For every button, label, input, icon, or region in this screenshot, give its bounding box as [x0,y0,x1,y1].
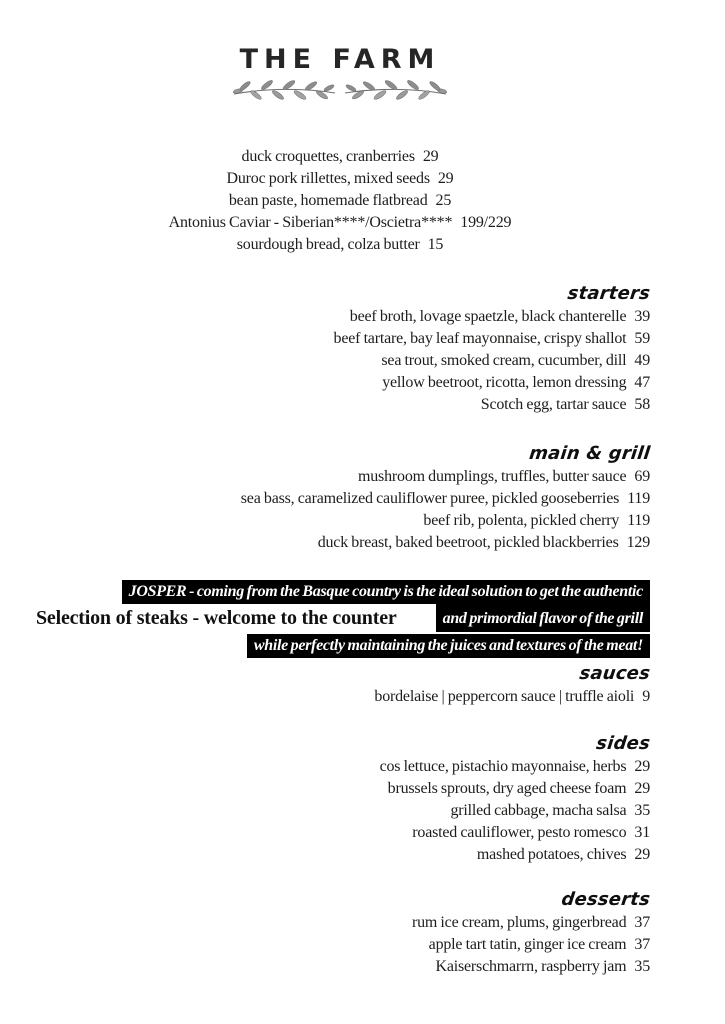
menu-item [30,934,650,956]
menu-item [30,510,650,532]
restaurant-logo-title: THE FARM [239,44,441,75]
menu-item [30,328,650,350]
menu-item [30,532,650,554]
item-price: 29 [422,148,439,165]
item-name: beef rib, polenta, pickled cherry [423,512,620,529]
item-price: 59 [634,330,650,347]
menu-item [30,800,650,822]
banner-highlight-text-2: and primordial flavor of the grill [436,604,650,632]
menu-item [30,168,650,190]
item-name: cos lettuce, pistachio mayonnaise, herbs [379,758,627,775]
item-price: 35 [634,958,650,975]
item-name: rum ice cream, plums, gingerbread [411,914,627,931]
menu-item [30,234,650,256]
item-name: Kaiserschmarrn, raspberry jam [435,958,627,975]
item-price: 31 [634,824,650,841]
starters-items-list [30,306,650,416]
menu-item [30,912,650,934]
item-name: duck croquettes, cranberries [241,148,415,165]
menu-content [30,0,650,978]
item-price: 199/229 [460,214,512,231]
menu-item [30,778,650,800]
item-name: grilled cabbage, macha salsa [450,802,627,819]
menu-item [30,212,650,234]
menu-item [30,466,650,488]
banner-line-2 [30,604,650,632]
section-header-starters: starters [566,283,652,304]
menu-item [30,306,650,328]
item-price: 9 [642,688,650,705]
menu-item [30,146,650,168]
sauces-items-list [30,686,650,708]
banner-line-3 [30,634,650,658]
item-name: bordelaise | peppercorn sauce | truffle aioli [374,688,635,705]
section-header-sides: sides [595,733,652,754]
item-price: 119 [627,490,650,507]
item-name: mashed potatoes, chives [476,846,627,863]
josper-steak-banner [30,580,650,658]
item-name: apple tart tatin, ginger ice cream [428,936,627,953]
item-price: 129 [626,534,650,551]
menu-section-starters [30,282,650,416]
menu-item [30,822,650,844]
item-name: sourdough bread, colza butter [236,236,420,253]
menu-item [30,372,650,394]
item-price: 35 [634,802,650,819]
section-header-desserts: desserts [560,889,652,910]
banner-highlight-text-1: JOSPER - coming from the Basque country is the ideal solution to get the authentic [122,580,650,604]
banner-line-1 [30,580,650,604]
item-price: 29 [634,846,650,863]
item-price: 15 [427,236,444,253]
desserts-items-list [30,912,650,978]
item-name: duck breast, baked beetroot, pickled blackberries [317,534,619,551]
menu-section-desserts [30,888,650,978]
item-name: brussels sprouts, dry aged cheese foam [387,780,627,797]
main-grill-items-list [30,466,650,554]
item-name: beef broth, lovage spaetzle, black chanterelle [349,308,627,325]
menu-item [30,956,650,978]
item-price: 29 [634,758,650,775]
item-name: bean paste, homemade flatbread [228,192,428,209]
item-name: sea bass, caramelized cauliflower puree, pickled gooseberries [240,490,620,507]
section-header-sauces: sauces [578,663,652,684]
item-price: 37 [634,914,650,931]
item-name: Antonius Caviar - Siberian****/Oscietra**** [168,214,453,231]
item-name: Duroc pork rillettes, mixed seeds [226,170,430,187]
item-price: 29 [437,170,454,187]
item-name: yellow beetroot, ricotta, lemon dressing [382,374,627,391]
item-price: 49 [634,352,650,369]
chefs-snacks-section [30,146,650,256]
item-price: 25 [435,192,452,209]
item-price: 29 [634,780,650,797]
menu-item [30,190,650,212]
item-price: 119 [627,512,650,529]
item-name: sea trout, smoked cream, cucumber, dill [381,352,627,369]
item-price: 58 [634,396,650,413]
item-name: roasted cauliflower, pesto romesco [412,824,627,841]
item-price: 69 [634,468,650,485]
item-price: 47 [634,374,650,391]
item-name: beef tartare, bay leaf mayonnaise, crispy shallot [333,330,627,347]
section-header-main-grill: main & grill [527,443,652,464]
banner-highlight-text-3: while perfectly maintaining the juices and textures of the meat! [247,634,650,658]
menu-section-sauces [30,662,650,708]
menu-item [30,844,650,866]
menu-item [30,756,650,778]
sides-items-list [30,756,650,866]
item-name: Scotch egg, tartar sauce [480,396,627,413]
item-price: 37 [634,936,650,953]
menu-section-main-grill [30,442,650,554]
menu-item [30,488,650,510]
steak-selection-title: Selection of steaks - welcome to the counter [36,607,397,629]
item-price: 39 [634,308,650,325]
item-name: mushroom dumplings, truffles, butter sauce [358,468,627,485]
menu-item [30,394,650,416]
laurel-branch-divider-icon [30,78,650,104]
intro-items-list [30,146,650,256]
menu-section-sides [30,732,650,866]
menu-item [30,686,650,708]
menu-item [30,350,650,372]
